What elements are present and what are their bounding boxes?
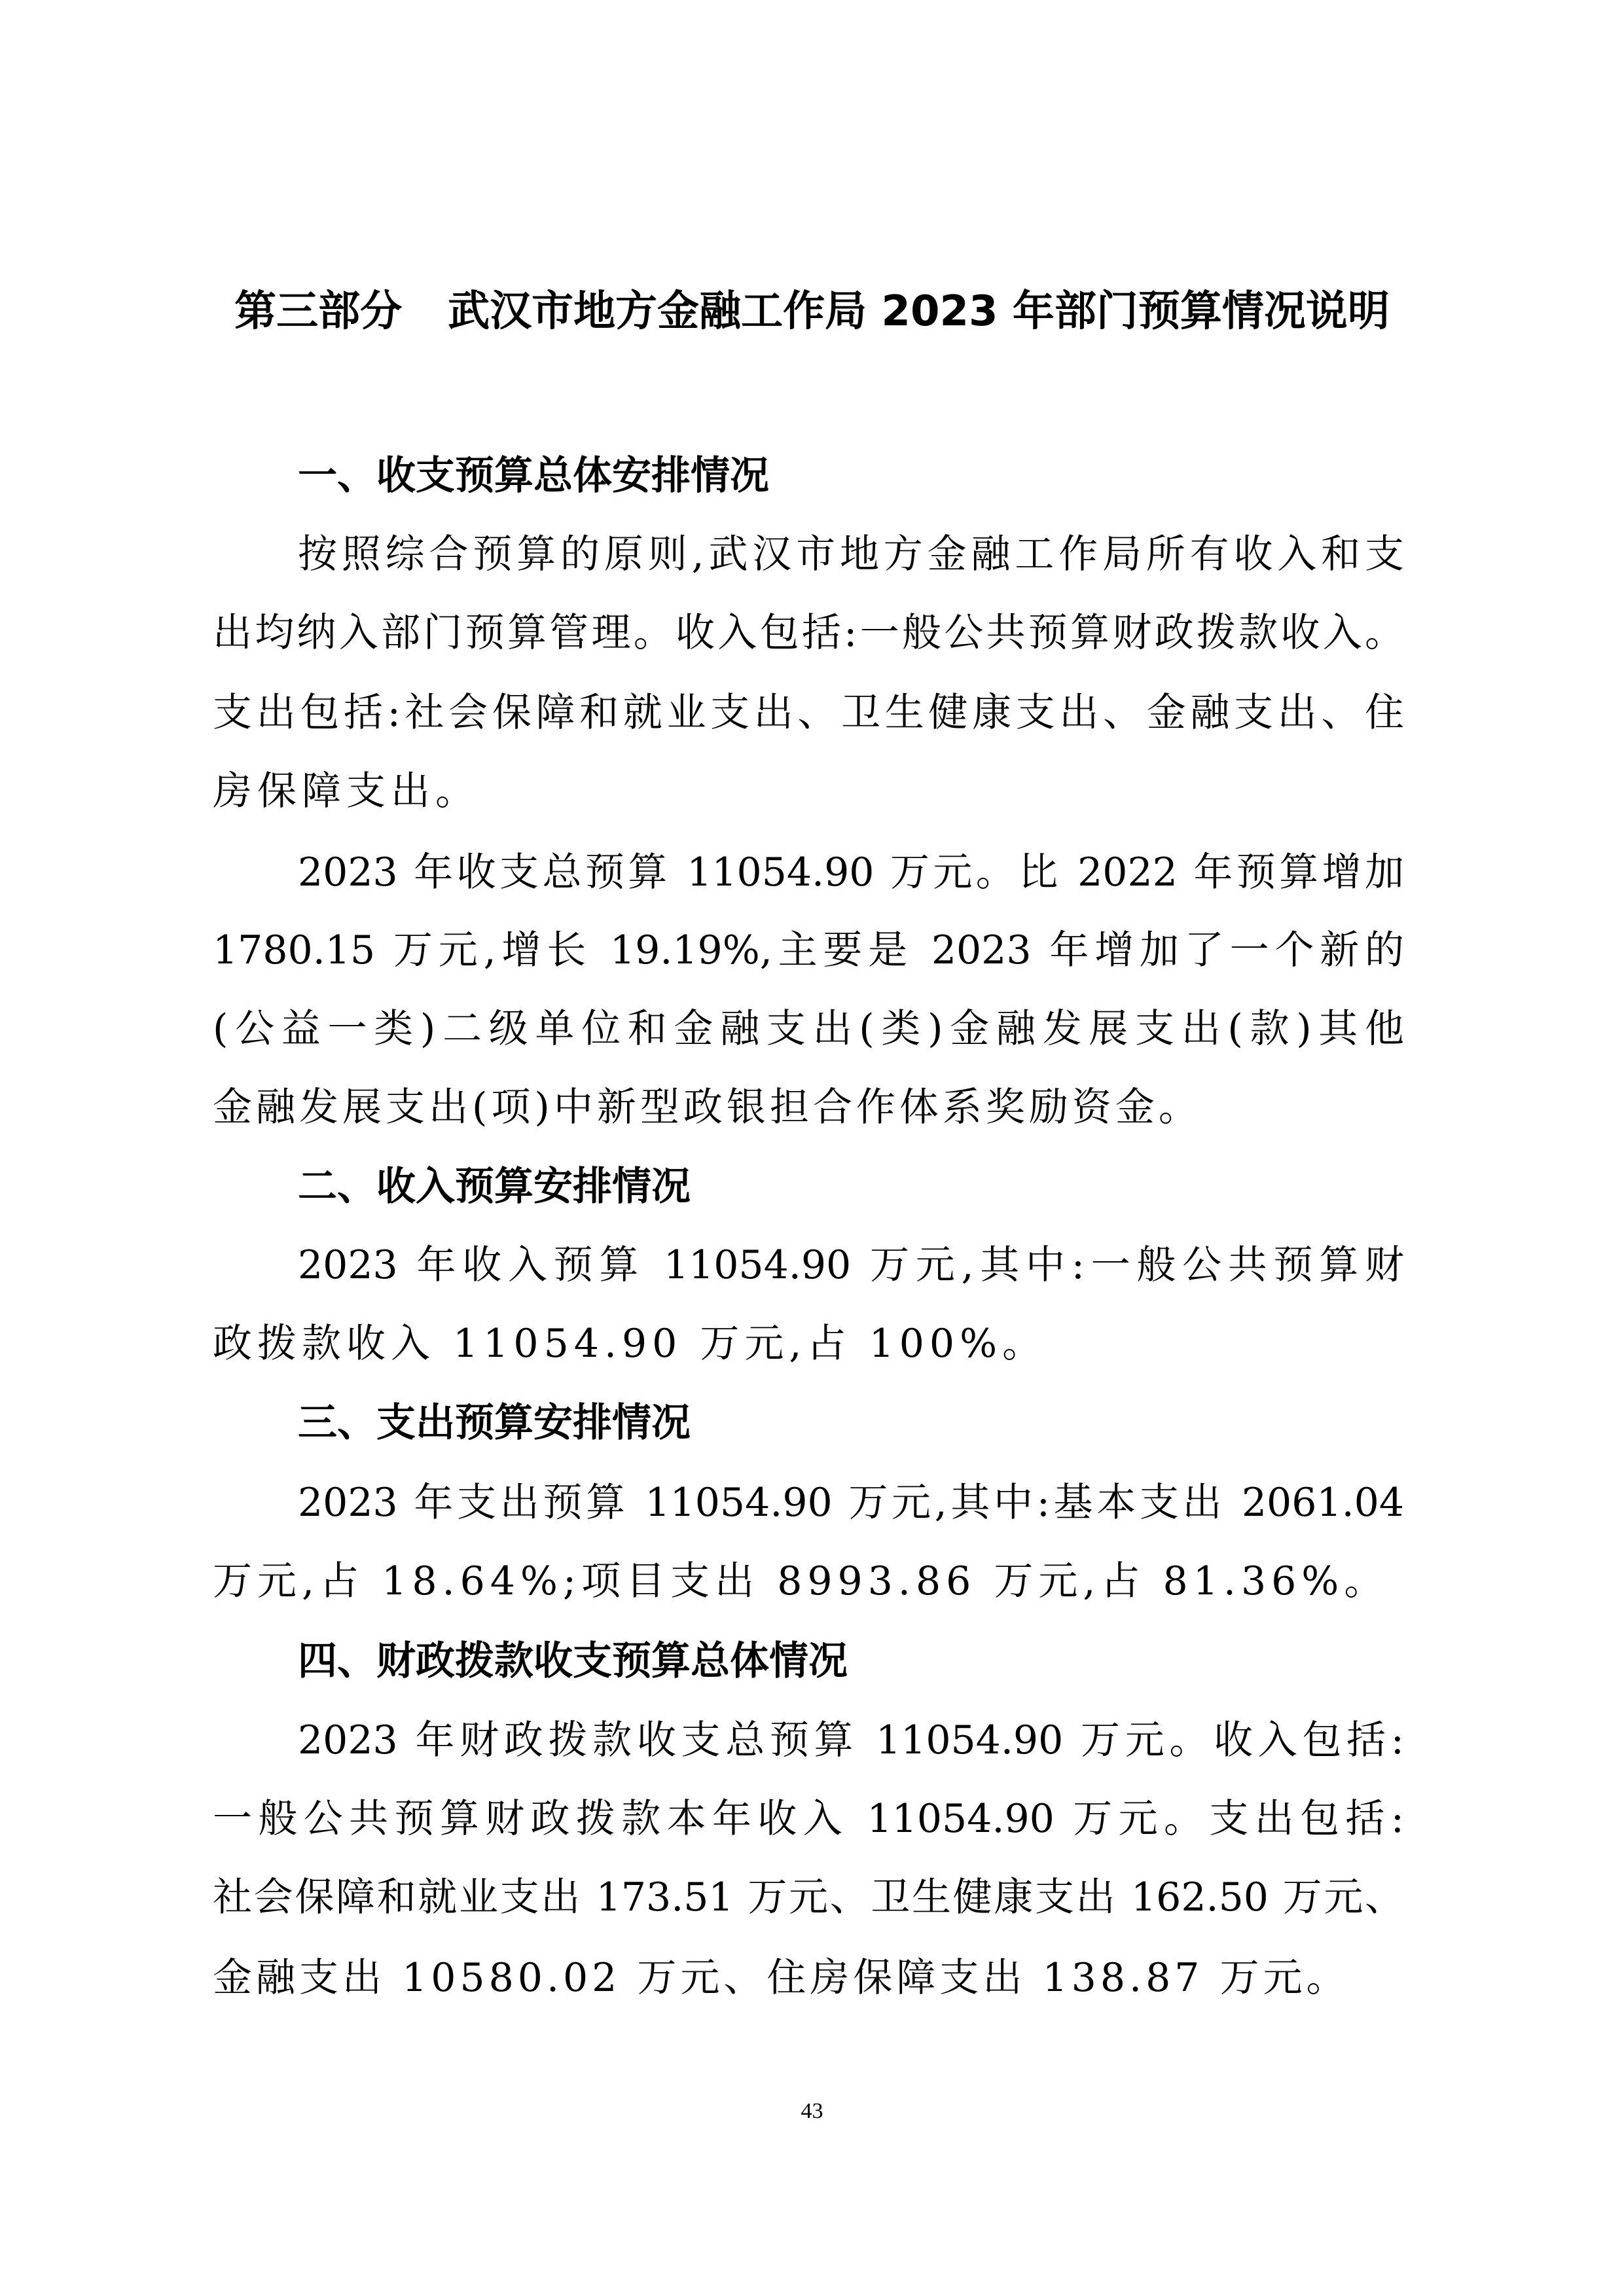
paragraph-line: 2023 年收支总预算 11054.90 万元。比 2022 年预算增加 [298,850,1404,895]
section-heading: 一、收支预算总体安排情况 [298,453,769,499]
paragraph-line: 按照综合预算的原则,武汉市地方金融工作局所有收入和支 [298,531,1404,577]
paragraph-line: 2023 年支出预算 11054.90 万元,其中:基本支出 2061.04 [298,1480,1404,1526]
paragraph-line: 2023 年财政拨款收支总预算 11054.90 万元。收入包括: [298,1717,1404,1763]
paragraph-line: (公益一类)二级单位和金融支出(类)金融发展支出(款)其他 [213,1006,1404,1052]
section-heading: 三、支出预算安排情况 [298,1400,691,1446]
paragraph-line: 2023 年收入预算 11054.90 万元,其中:一般公共预算财 [298,1242,1404,1288]
paragraph-line: 社会保障和就业支出 173.51 万元、卫生健康支出 162.50 万元、 [213,1874,1404,1920]
paragraph-line: 1780.15 万元,增长 19.19%,主要是 2023 年增加了一个新的 [213,927,1404,973]
title-part: 第三部分 [234,287,403,336]
paragraph-line: 出均纳入部门预算管理。收入包括:一般公共预算财政拨款收入。 [213,610,1404,656]
paragraph-line: 万元,占 18.64%;项目支出 8993.86 万元,占 81.36%。 [213,1558,1389,1604]
section-heading: 四、财政拨款收支预算总体情况 [298,1638,848,1684]
title-main: 武汉市地方金融工作局 2023 年部门预算情况说明 [448,287,1390,336]
paragraph-line: 金融支出 10580.02 万元、住房保障支出 138.87 万元。 [213,1955,1350,2001]
paragraph-line: 金融发展支出(项)中新型政银担合作体系奖励资金。 [213,1085,1202,1130]
paragraph-line: 政拨款收入 11054.90 万元,占 100%。 [213,1321,1047,1367]
paragraph-line: 房保障支出。 [213,768,480,814]
document-title [0,280,1624,343]
paragraph-line: 支出包括:社会保障和就业支出、卫生健康支出、金融支出、住 [213,690,1404,736]
page-number: 43 [801,2099,823,2123]
paragraph-line: 一般公共预算财政拨款本年收入 11054.90 万元。支出包括: [213,1796,1404,1842]
section-heading: 二、收入预算安排情况 [298,1164,691,1210]
